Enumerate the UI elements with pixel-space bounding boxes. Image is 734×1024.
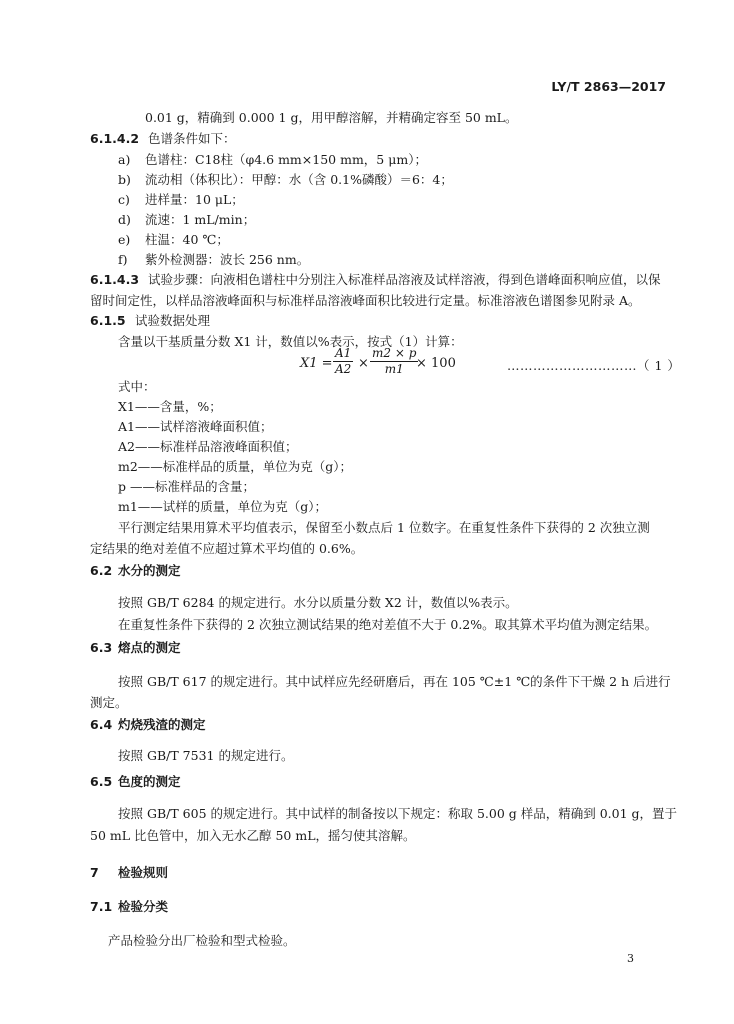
clause-number: 6.1.4.3 <box>90 272 140 287</box>
text-line: 按照 GB/T 617 的规定进行。其中试样应先经研磨后，再在 105 ℃±1 ℃的条件下干燥 2 h 后进行 <box>118 674 671 689</box>
text-line: 定结果的绝对差值不应超过算术平均值的 0.6%。 <box>90 541 364 556</box>
formula <box>300 344 720 384</box>
chapter-title: 检验规则 <box>118 865 169 880</box>
list-item: 紫外检测器：波长 256 nm。 <box>145 252 310 267</box>
list-item: 色谱柱：C18柱（φ4.6 mm×150 mm，5 μm）； <box>145 152 427 167</box>
equation-number: …………………………（ 1 ） <box>507 358 681 373</box>
section-title: 熔点的测定 <box>118 640 181 655</box>
times-sign: × <box>358 356 369 371</box>
list-item: 柱温：40 ℃； <box>145 232 229 247</box>
section-number: 6.5 <box>90 774 113 789</box>
times-100: × 100 <box>416 356 456 371</box>
list-marker: c) <box>118 192 130 207</box>
page-number: 3 <box>627 952 634 965</box>
section-title: 灼烧残渣的测定 <box>118 717 206 732</box>
standard-code: LY/T 2863—2017 <box>551 79 666 94</box>
section-number: 6.4 <box>90 717 113 732</box>
section-number: 6.3 <box>90 640 113 655</box>
list-item: 进样量：10 μL； <box>145 192 244 207</box>
section-number: 6.2 <box>90 563 113 578</box>
text-line: 按照 GB/T 6284 的规定进行。水分以质量分数 X2 计，数值以%表示。 <box>118 595 518 610</box>
symbol-definition: p ——标准样品的含量； <box>118 479 255 494</box>
text-line: 试验步骤：向液相色谱柱中分别注入标准样品溶液及试样溶液，得到色谱峰面积响应值，以保 <box>148 272 661 287</box>
fraction-b-numerator: m2 × p <box>372 346 417 360</box>
fraction-b <box>370 346 418 377</box>
symbol-definition: A2——标准样品溶液峰面积值； <box>118 439 298 454</box>
list-marker: b) <box>118 172 131 187</box>
text-line: 按照 GB/T 605 的规定进行。其中试样的制备按以下规定：称取 5.00 g 样品，精确到 0.01 g，置于 <box>118 806 678 821</box>
text-line: 色谱条件如下： <box>148 131 236 146</box>
list-marker: a) <box>118 152 131 167</box>
list-item: 流速：1 mL/min； <box>145 212 256 227</box>
list-marker: d) <box>118 212 131 227</box>
text-line: 在重复性条件下获得的 2 次独立测试结果的绝对差值不大于 0.2%。取其算术平均值为测定结果。 <box>118 617 658 632</box>
list-item: 流动相（体积比）：甲醇：水（含 0.1%磷酸）＝6：4； <box>145 172 453 187</box>
section-title: 检验分类 <box>118 899 169 914</box>
text-line: 平行测定结果用算术平均值表示，保留至小数点后 1 位数字。在重复性条件下获得的 2 次独立测 <box>118 520 650 535</box>
text-line: 测定。 <box>90 695 128 710</box>
section-number: 7.1 <box>90 899 113 914</box>
fraction-b-denominator: m1 <box>384 362 404 376</box>
chapter-number: 7 <box>90 865 99 880</box>
fraction-a <box>333 346 353 377</box>
symbol-definition: m2——标准样品的质量，单位为克（g）； <box>118 459 353 474</box>
fraction-a-numerator: A1 <box>335 346 352 360</box>
symbol-definition: X1——含量，%； <box>118 399 222 414</box>
text-line: 按照 GB/T 7531 的规定进行。 <box>118 748 294 763</box>
list-marker: f) <box>118 252 128 267</box>
text-line: 含量以干基质量分数 X1 计，数值以%表示，按式（1）计算： <box>118 334 463 349</box>
fraction-a-denominator: A2 <box>335 362 352 376</box>
text-line: 50 mL 比色管中，加入无水乙醇 50 mL，摇匀使其溶解。 <box>90 828 416 843</box>
section-title: 水分的测定 <box>118 563 181 578</box>
text-line: 式中： <box>118 379 156 394</box>
symbol-definition: m1——试样的质量，单位为克（g）； <box>118 499 328 514</box>
text-line: 0.01 g，精确到 0.000 1 g，用甲醇溶解，并精确定容至 50 mL。 <box>145 110 518 125</box>
list-marker: e) <box>118 232 131 247</box>
text-line: 产品检验分出厂检验和型式检验。 <box>108 933 296 948</box>
clause-number: 6.1.4.2 <box>90 131 140 146</box>
text-line: 留时间定性，以样品溶液峰面积与标准样品溶液峰面积比较进行定量。标准溶液色谱图参见附录 A。 <box>90 293 641 308</box>
subsection-title: 试验数据处理 <box>135 313 211 328</box>
section-title: 色度的测定 <box>118 774 181 789</box>
symbol-definition: A1——试样溶液峰面积值； <box>118 419 273 434</box>
clause-number: 6.1.5 <box>90 313 126 328</box>
formula-lhs: X1 = <box>300 356 333 371</box>
